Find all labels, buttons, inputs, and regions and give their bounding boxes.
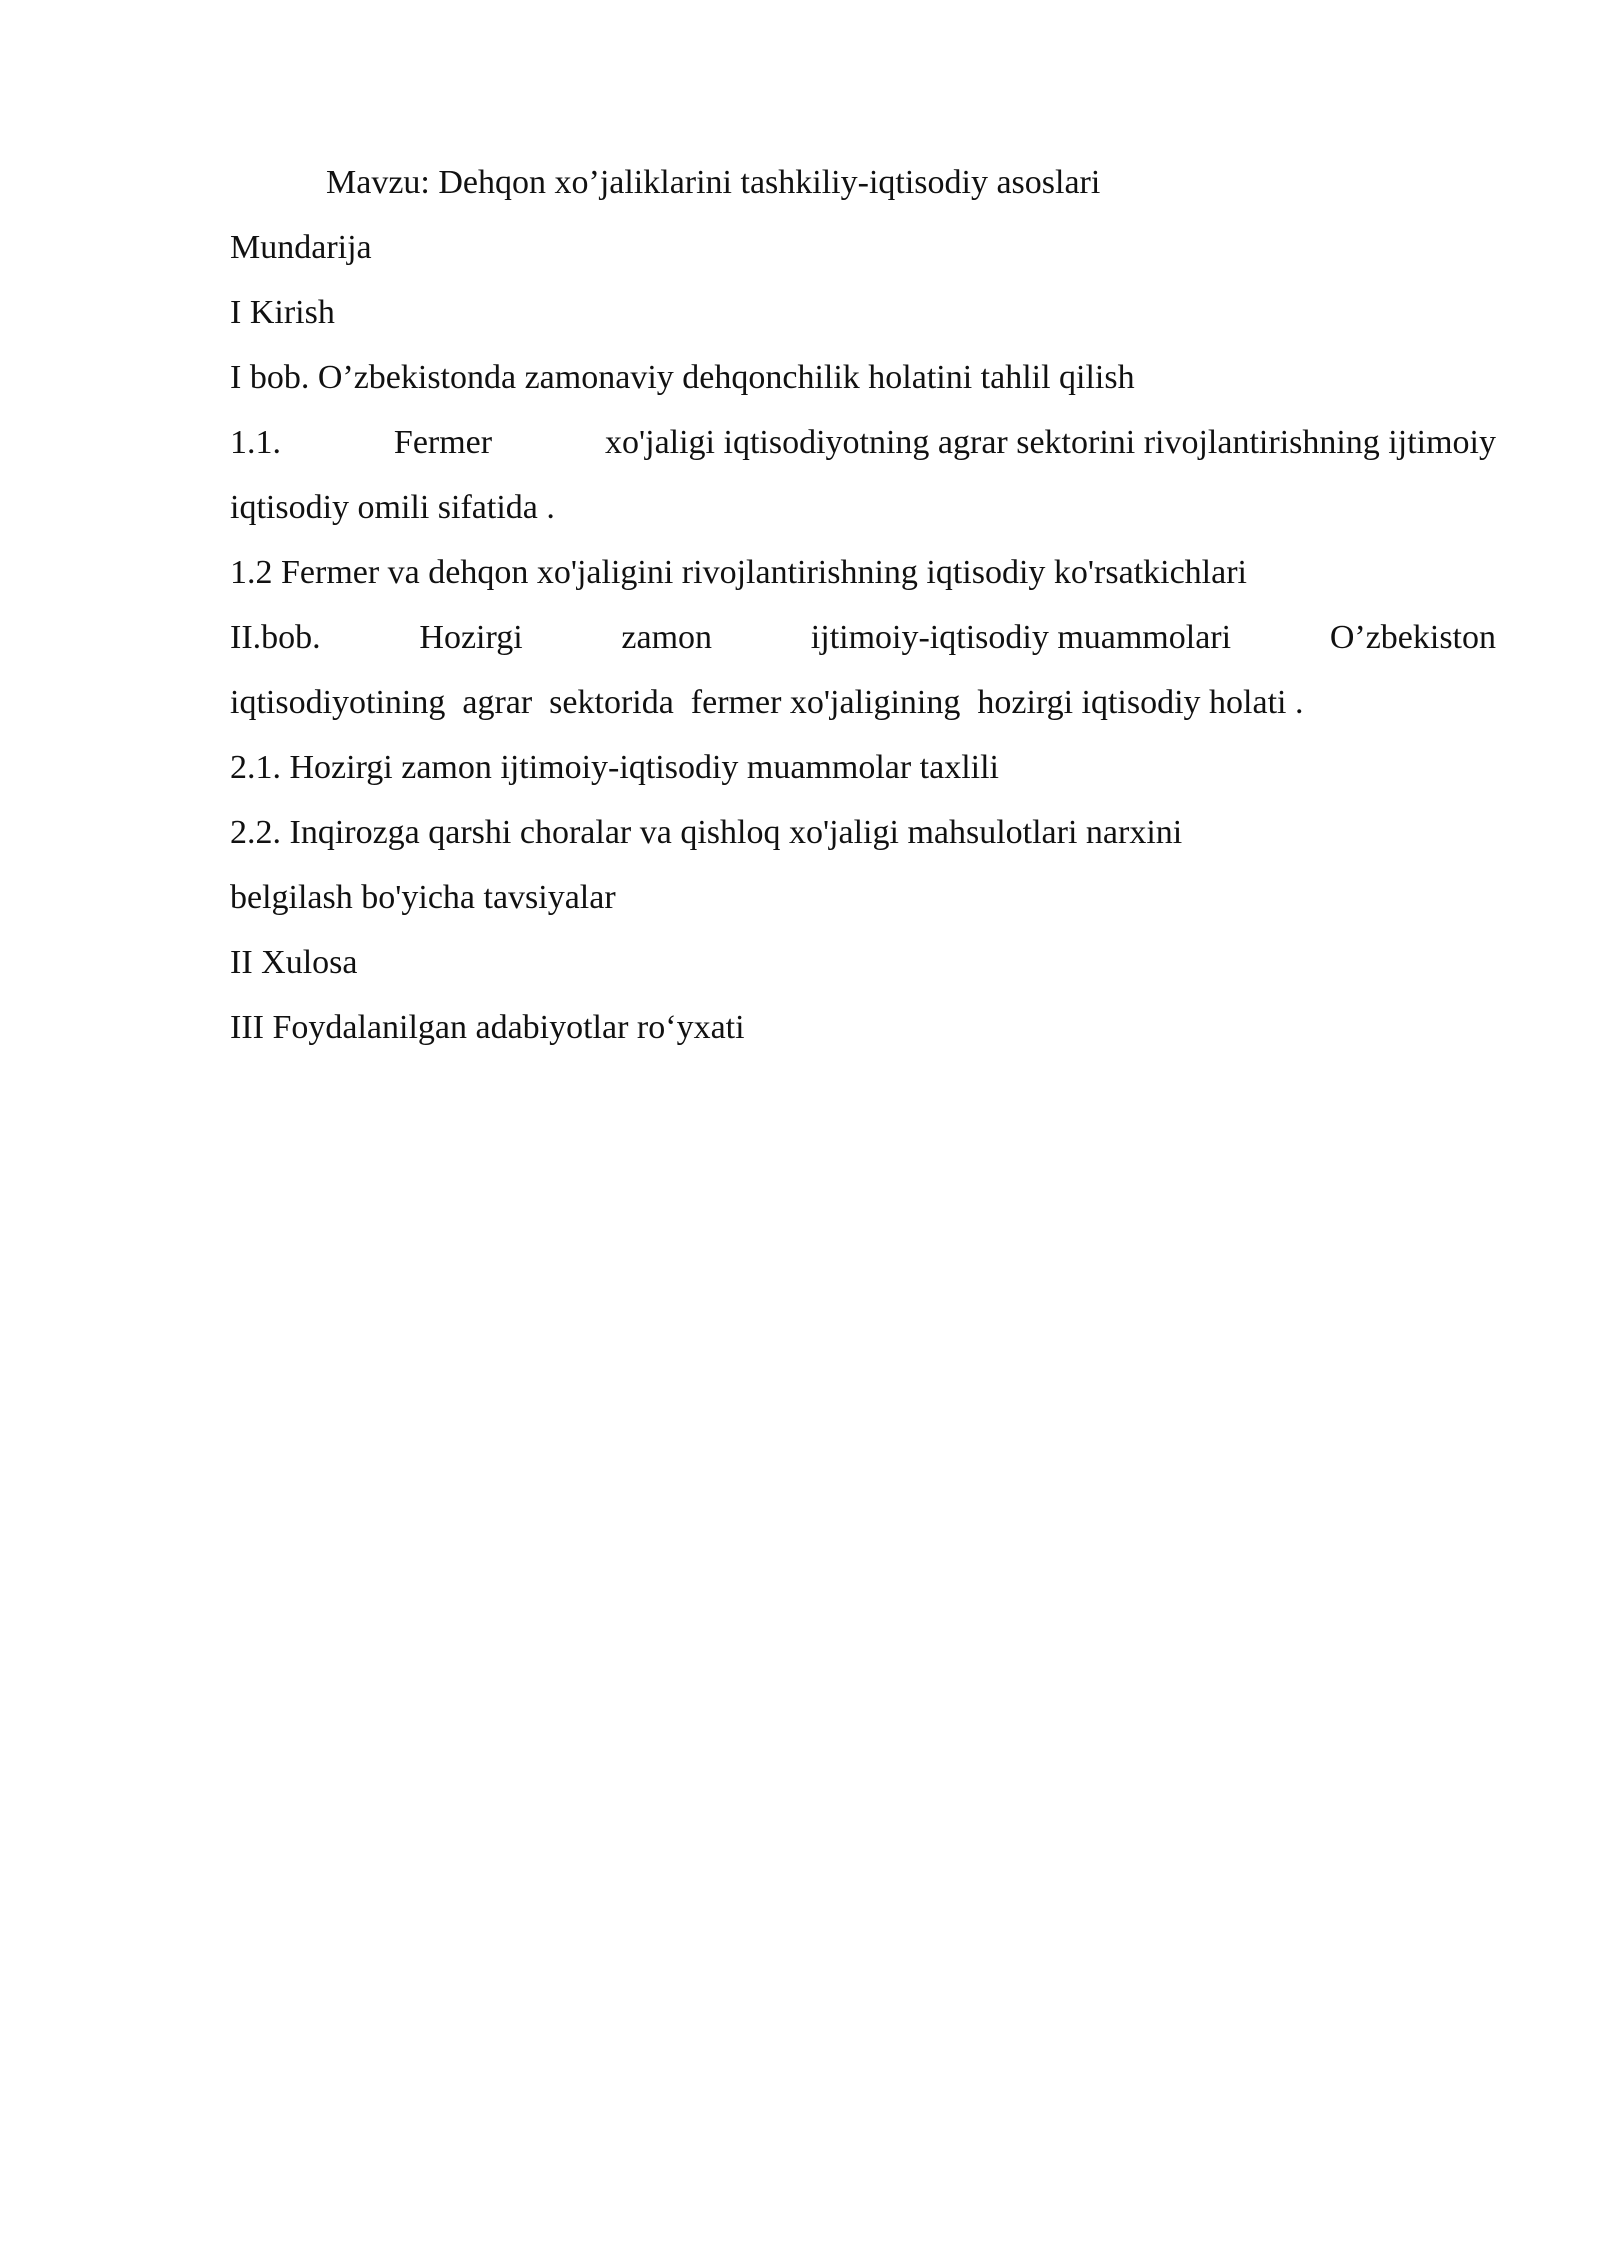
toc-entry-conclusion: II Xulosa bbox=[230, 944, 358, 981]
toc-entry-section-1-1-continuation: iqtisodiy omili sifatida . bbox=[230, 489, 555, 526]
section-1-1-word: Fermer bbox=[393, 424, 493, 461]
toc-entry-section-2-2: 2.2. Inqirozga qarshi choralar va qishloq xo'jaligi mahsulotlari narxini bbox=[230, 814, 1183, 851]
toc-entry-section-1-2: 1.2 Fermer va dehqon xo'jaligini rivojlantirishning iqtisodiy ko'rsatkichlari bbox=[230, 554, 1247, 591]
chapter-2-word-1: II.bob. bbox=[230, 619, 321, 656]
section-1-1-number: 1.1. bbox=[230, 424, 281, 461]
chapter-2-word-2: Hozirgi bbox=[419, 619, 523, 656]
chapter-2-word-4: ijtimoiy-iqtisodiy muammolari bbox=[810, 619, 1232, 656]
toc-entry-chapter-1: I bob. O’zbekistonda zamonaviy dehqonchilik holatini tahlil qilish bbox=[230, 359, 1135, 396]
section-1-1-text: xo'jaligi iqtisodiyotning agrar sektorini rivojlantirishning ijtimoiy bbox=[605, 424, 1496, 461]
chapter-2-word-3: zamon bbox=[621, 619, 713, 656]
toc-heading: Mundarija bbox=[230, 229, 372, 266]
toc-entry-chapter-2-continuation: iqtisodiyotining agrar sektorida fermer xo'jaligining hozirgi iqtisodiy holati . bbox=[230, 684, 1304, 721]
toc-entry-references: III Foydalanilgan adabiyotlar ro‘yxati bbox=[230, 1009, 745, 1046]
document-title: Mavzu: Dehqon xo’jaliklarini tashkiliy-iqtisodiy asoslari bbox=[326, 164, 1101, 201]
toc-entry-section-2-1: 2.1. Hozirgi zamon ijtimoiy-iqtisodiy muammolar taxlili bbox=[230, 749, 1000, 786]
document-content bbox=[230, 150, 1496, 1060]
toc-entry-section-1-1 bbox=[230, 410, 1496, 475]
toc-entry-section-2-2-continuation: belgilash bo'yicha tavsiyalar bbox=[230, 879, 616, 916]
toc-entry-chapter-2 bbox=[230, 605, 1496, 670]
toc-entry-intro: I Kirish bbox=[230, 294, 335, 331]
chapter-2-word-5: O’zbekiston bbox=[1329, 619, 1496, 656]
